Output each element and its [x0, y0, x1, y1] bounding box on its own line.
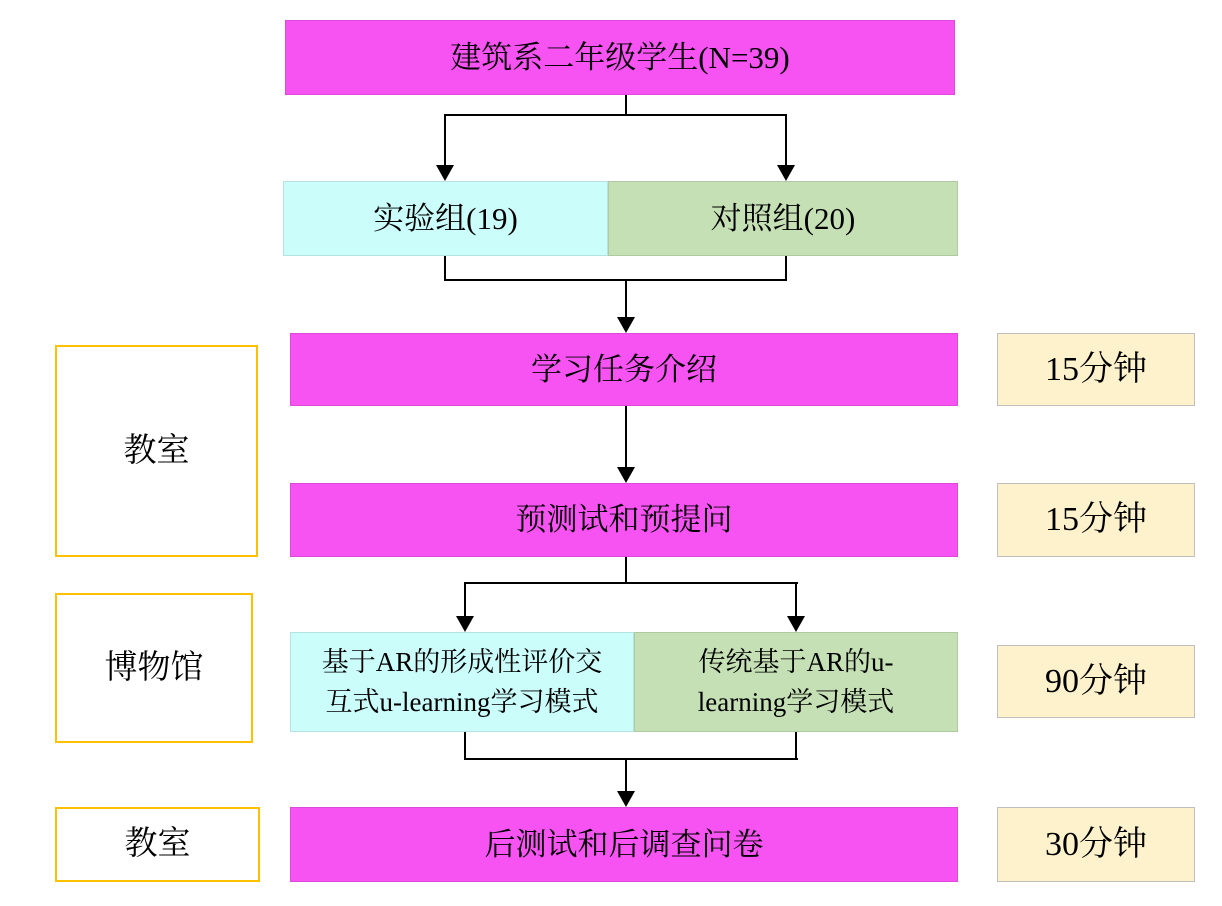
traditional-mode-box [634, 632, 958, 732]
arrowhead-to-pretest [617, 467, 635, 483]
connector-top-stub [625, 95, 627, 116]
connector-merge1-horizontal [444, 279, 787, 281]
location-classroom-box-1: 教室 [55, 345, 258, 557]
connector-merge1-right [785, 256, 787, 281]
arrowhead-to-posttest [617, 791, 635, 807]
duration-box-2: 15分钟 [997, 483, 1195, 557]
connector-split2-left [464, 582, 466, 617]
connector-split2-right [795, 582, 797, 617]
connector-merge2-horizontal [464, 758, 798, 760]
ar-formative-mode-label: 基于AR的形成性评价交 互式u-learning学习模式 [321, 646, 603, 717]
location-museum-box: 博物馆 [55, 593, 253, 743]
control-group-box: 对照组(20) [608, 181, 958, 256]
duration-box-1: 15分钟 [997, 333, 1195, 406]
connector-split2-stub [625, 557, 627, 584]
posttest-box: 后测试和后调查问卷 [290, 807, 958, 882]
connector-merge2-stub [625, 758, 627, 793]
arrowhead-to-control-group [777, 165, 795, 181]
arrowhead-to-traditional-mode [787, 616, 805, 632]
connector-split1-horizontal [444, 114, 787, 116]
connector-split1-right [785, 114, 787, 166]
duration-box-3: 90分钟 [997, 645, 1195, 718]
task-intro-box: 学习任务介绍 [290, 333, 958, 406]
arrowhead-to-experimental-group [436, 165, 454, 181]
connector-task1-to-task2 [625, 406, 627, 468]
ar-formative-mode-box [290, 632, 634, 732]
traditional-mode-label: 传统基于AR的u- learning学习模式 [697, 646, 895, 717]
population-box: 建筑系二年级学生(N=39) [285, 20, 955, 95]
pretest-box: 预测试和预提问 [290, 483, 958, 557]
arrowhead-to-task-intro [617, 317, 635, 333]
location-classroom-box-2: 教室 [55, 807, 260, 882]
experimental-group-box: 实验组(19) [283, 181, 608, 256]
duration-box-4: 30分钟 [997, 807, 1195, 882]
connector-merge1-left [444, 256, 446, 281]
connector-merge2-left [464, 732, 466, 760]
arrowhead-to-ar-mode [456, 616, 474, 632]
connector-merge2-right [795, 732, 797, 760]
connector-merge1-stub [625, 279, 627, 319]
connector-split2-horizontal [464, 582, 798, 584]
connector-split1-left [444, 114, 446, 166]
